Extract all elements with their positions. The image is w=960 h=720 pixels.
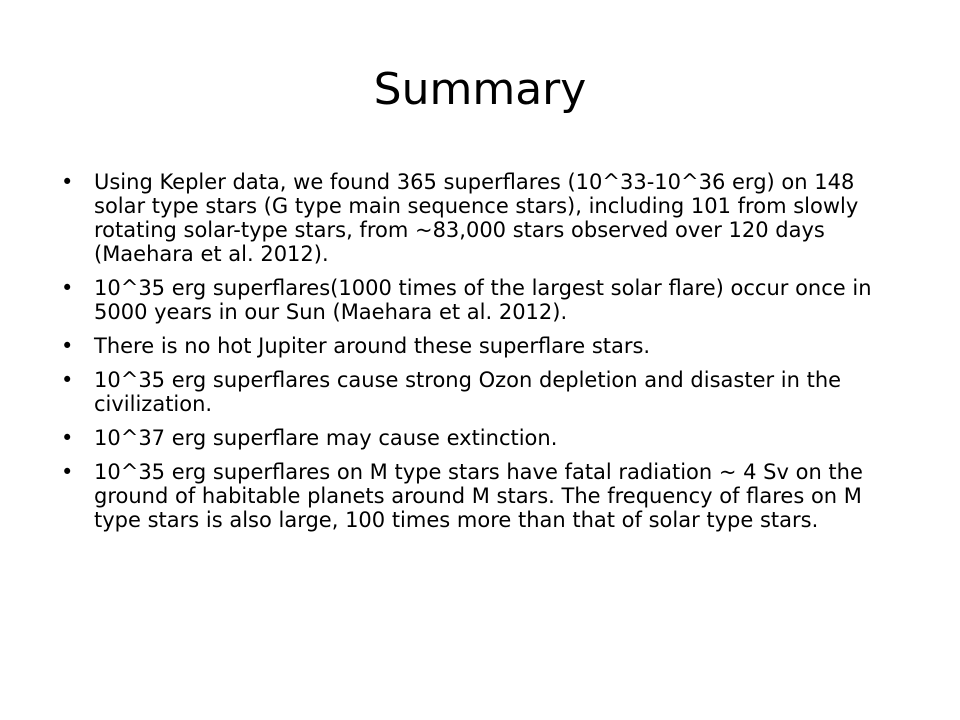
bullet-dot-icon: • — [61, 276, 74, 300]
bullet-text: 10^35 erg superflares(1000 times of the largest solar flare) occur once in 5000 years in our Sun (Maehara et al. 2012). — [94, 276, 872, 324]
bullet-dot-icon: • — [61, 334, 74, 358]
bullet-item — [60, 334, 900, 358]
bullet-text: Using Kepler data, we found 365 superflares (10^33-10^36 erg) on 148 solar type stars (G type main sequence stars), including 101 from slowly rotating solar-type stars, from ~83,000 stars observed over 120 days (Maehara et al. 2012). — [94, 170, 859, 266]
bullet-list — [60, 170, 900, 542]
bullet-text: 10^37 erg superflare may cause extinction. — [94, 426, 558, 450]
bullet-text: There is no hot Jupiter around these superflare stars. — [94, 334, 651, 358]
bullet-text: 10^35 erg superflares on M type stars have fatal radiation ~ 4 Sv on the ground of habitable planets around M stars. The frequency of flares on M type stars is also large, 100 times more than that of solar type stars. — [94, 460, 863, 532]
bullet-item — [60, 426, 900, 450]
slide-title: Summary — [373, 64, 587, 115]
bullet-dot-icon: • — [61, 170, 74, 194]
bullet-dot-icon: • — [61, 368, 74, 392]
bullet-item — [60, 276, 900, 324]
bullet-dot-icon: • — [61, 460, 74, 484]
bullet-item — [60, 460, 900, 532]
bullet-dot-icon: • — [61, 426, 74, 450]
bullet-item — [60, 170, 900, 266]
bullet-item — [60, 368, 900, 416]
bullet-text: 10^35 erg superflares cause strong Ozon depletion and disaster in the civilization. — [94, 368, 842, 416]
